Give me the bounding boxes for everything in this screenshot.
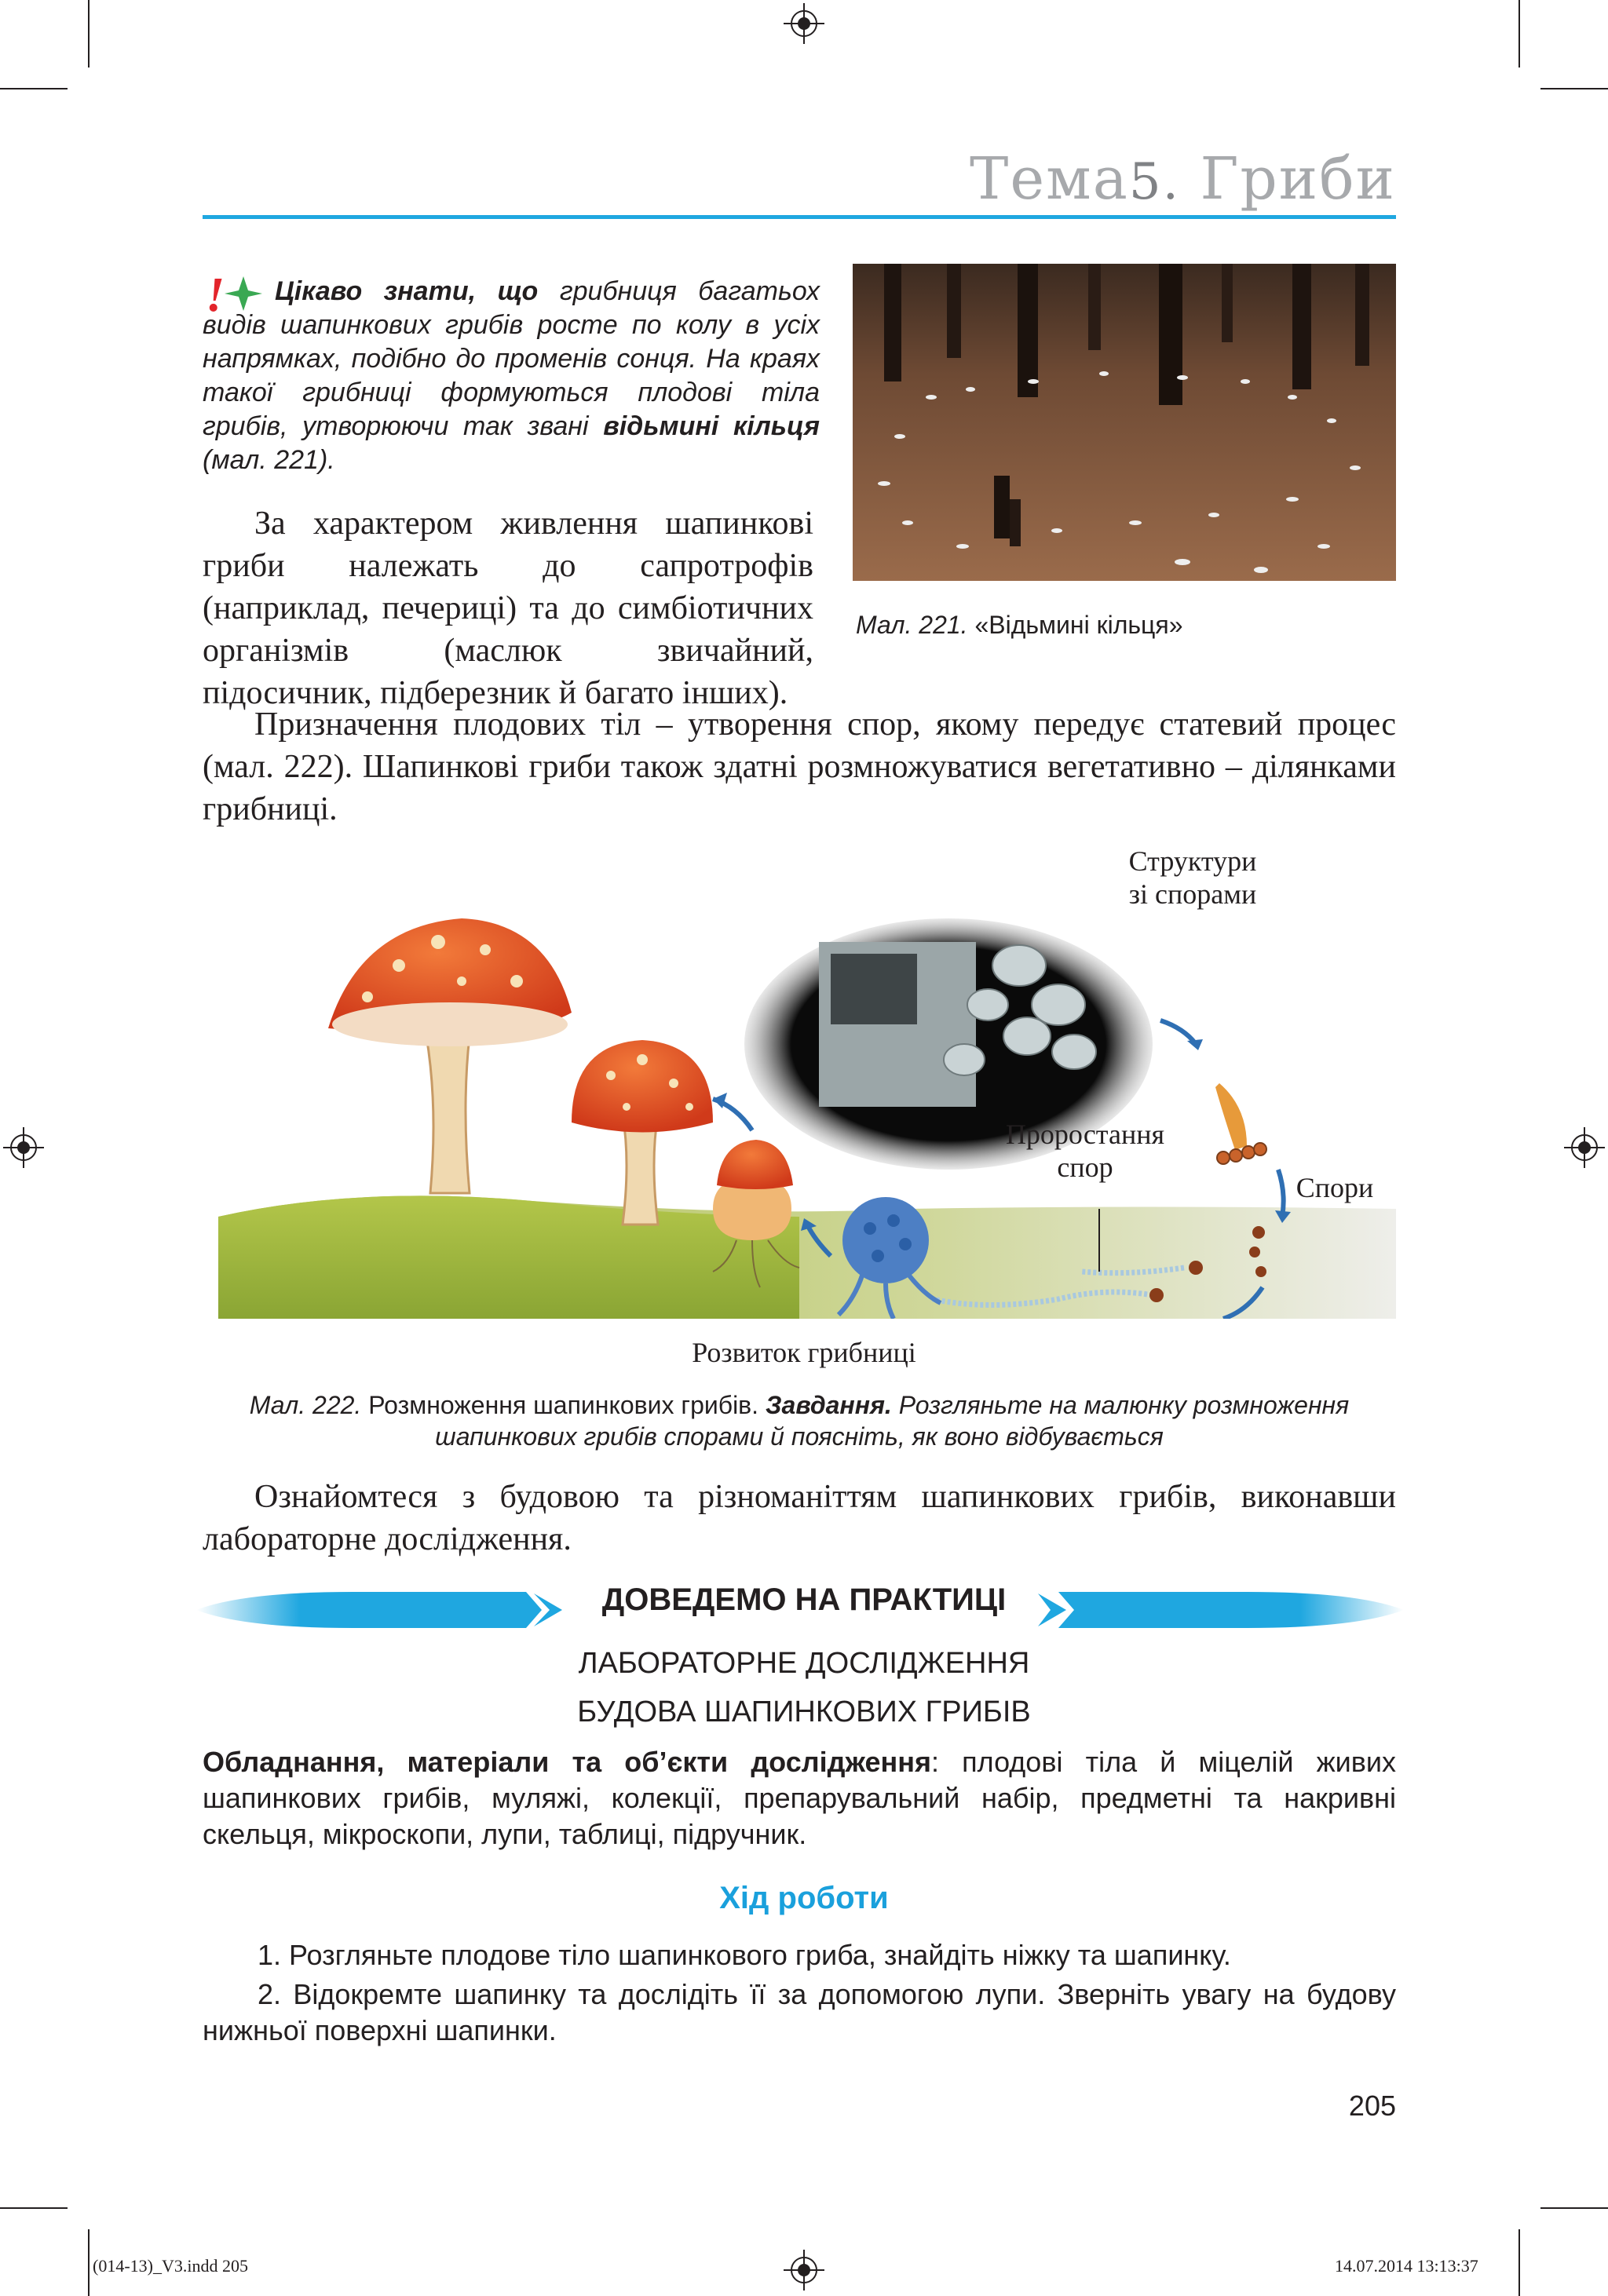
lab-subtitle: БУДОВА ШАПИНКОВИХ ГРИБІВ [577,1696,1031,1728]
crop-mark [1518,2229,1520,2296]
figure-222-label: Мал. 222. [249,1391,362,1419]
footer-date-info: 14.07.2014 13:13:37 [1335,2256,1478,2276]
topic-title: Гриби [1200,145,1396,213]
crop-mark [1518,0,1520,68]
figure-222-task-label: Завдання. [765,1391,892,1419]
label-line: Проростання [1005,1119,1165,1150]
equipment-paragraph [203,1744,1396,1852]
equipment-label: Обладнання, матеріали та об’єкти дослідження [203,1746,932,1778]
figure-222-text: Розмноження шапинкових грибів. [361,1391,766,1419]
paragraph-lab-intro: Ознайомтеся з будовою та різноманіттям шапинкових грибів, виконавши лабораторне дослідження. [203,1479,1396,1557]
paragraph-spores: Призначення плодових тіл – утворення спор, якому передує статевий процес (мал. 222). Шапинкові гриби також здатні розмножуватися вегетативно – ділянками грибниці. [203,706,1396,827]
crop-mark [0,2207,68,2209]
mushroom-reproduction-diagram [203,848,1396,1319]
paragraph-nutrition [203,502,1223,714]
topic-word: Тема [970,145,1129,213]
label-structures-with-spores [1102,845,1283,911]
label-spore-germination [983,1118,1187,1184]
label-line: Структури [1128,845,1257,877]
crop-mark [88,2229,90,2296]
note-term: відьмині кільця [603,411,820,441]
label-mycelium-development: Розвиток грибниці [692,1337,916,1368]
note-text: грибниця багатьох видів шапинкових грибів росте по колу в усіх напрямках, подібно до променів сонця. На краях такої грибниці формуються плодові тіла грибів, утворюючи так звані [203,276,820,441]
crop-mark [88,0,90,68]
note-text-end: (мал. 221). [203,445,335,475]
procedure-title: Хід роботи [719,1881,889,1915]
registration-mark-icon [3,1127,44,1168]
svg-text:!: ! [206,270,225,317]
paragraph-text: За характером живлення шапинкові гриби належать до сапротрофів (наприклад, печериці) та до симбіотичних організмів (маслюк звичайний, підосичник, підберезник й багато інших). [203,506,813,711]
label-spores: Спори [1296,1172,1374,1203]
figure-222-caption [203,1389,1396,1452]
photo-wrap-spacer [813,502,1223,684]
label-line: спор [1057,1152,1113,1183]
note-lead: Цікаво знати, що [275,276,539,306]
registration-mark-icon [784,2250,824,2291]
lab-title: ЛАБОРАТОРНЕ ДОСЛІДЖЕННЯ [578,1647,1030,1680]
crop-mark [1540,88,1608,89]
header-rule [203,215,1396,219]
interesting-fact-note [203,275,820,477]
footer-file-info: (014-13)_V3.indd 205 [93,2256,248,2276]
procedure-step: 1. Розгляньте плодове тіло шапинкового гриба, знайдіть ніжку та шапинку. [258,1939,1231,1971]
registration-mark-icon [784,3,824,44]
crop-mark [1540,2207,1608,2209]
procedure-step: 2. Відокремте шапинку та дослідіть її за допомогою лупи. Зверніть увагу на будову нижньої поверхні шапинки. [203,1978,1396,2046]
crop-mark [0,88,68,89]
registration-mark-icon [1564,1127,1605,1168]
topic-header [970,145,1396,213]
equipment-text: : плодові тіла й міцелій живих шапинкових грибів, муляжі, колекції, препарувальний набір, предметні та накривні скельця, мікроскопи, лупи, таблиці, підручник. [203,1746,1397,1850]
page-number: 205 [1348,2090,1396,2122]
section-title-practice: ДОВЕДЕМО НА ПРАКТИЦІ [601,1582,1007,1617]
label-line: зі спорами [1128,878,1257,910]
figure-222-task-text: Розгляньте на малюнку розмноження шапинкових грибів спорами й поясніть, як воно відбувається [435,1391,1350,1451]
figure-221-label: Мал. 221. [856,611,968,639]
topic-number: 5. [1128,153,1180,211]
figure-221-text: «Відьмині кільця» [967,611,1183,639]
